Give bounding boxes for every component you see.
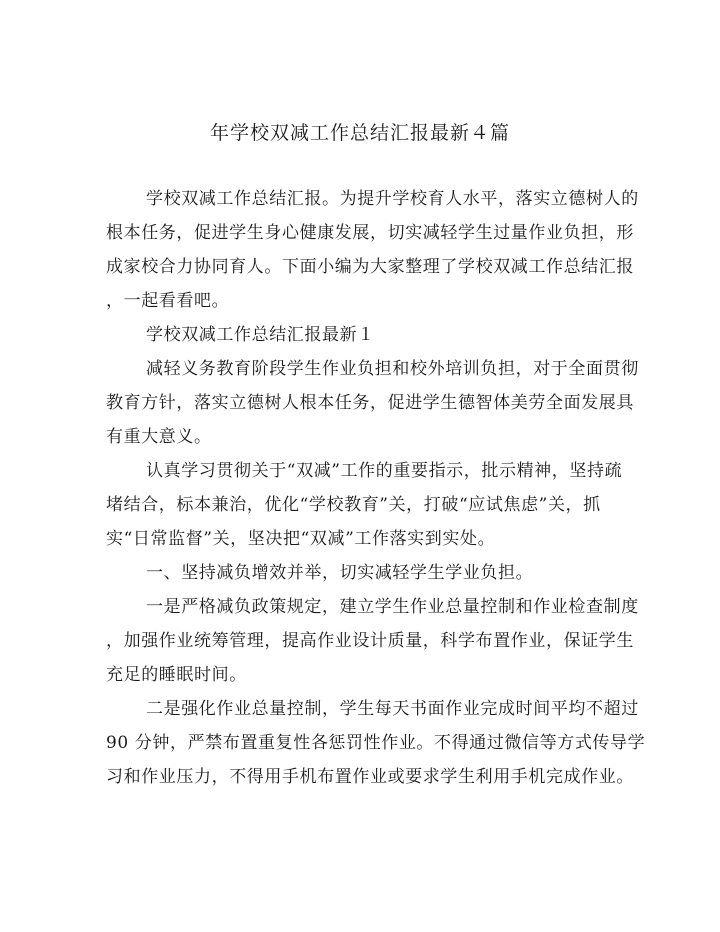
paragraph-line: 习和作业压力，不得用手机布置作业或要求学生利用手机完成作业。 — [106, 767, 634, 787]
paragraph-line: 减轻义务教育阶段学生作业负担和校外培训负担，对于全面贯彻 — [146, 359, 639, 379]
paragraph-line: 教育方针，落实立德树人根本任务，促进学生德智体美劳全面发展具 — [106, 393, 634, 413]
paragraph-line: 有重大意义。 — [106, 427, 212, 447]
document-title: 年学校双减工作总结汇报最新４篇 — [209, 122, 510, 144]
paragraph-line: 堵结合，标本兼治，优化“学校教育”关，打破“应试焦虑”关，抓 — [106, 495, 601, 515]
paragraph-line: 90 分钟，严禁布置重复性各惩罚性作业。不得通过微信等方式传导学 — [106, 733, 646, 753]
paragraph-line: 认真学习贯彻关于“双减”工作的重要指示，批示精神，坚持疏 — [146, 461, 623, 481]
document-body — [106, 186, 646, 798]
paragraph-line: 成家校合力协同育人。下面小编为大家整理了学校双减工作总结汇报 — [106, 257, 634, 277]
paragraph-line: 充足的睡眠时间。 — [106, 665, 247, 685]
paragraph-line: 二是强化作业总量控制，学生每天书面作业完成时间平均不超过 — [146, 699, 639, 719]
subsection-heading: 一、坚持减负增效并举，切实减轻学生学业负担。 — [146, 563, 534, 583]
paragraph-line: ，一起看看吧。 — [106, 291, 230, 311]
paragraph-line: 一是严格减负政策规定，建立学生作业总量控制和作业检查制度 — [146, 597, 639, 617]
paragraph-line: ，加强作业统筹管理，提高作业设计质量，科学布置作业，保证学生 — [106, 631, 634, 651]
paragraph-line: 实“日常监督”关，坚决把“双减”工作落实到实处。 — [106, 529, 496, 549]
paragraph-line: 学校双减工作总结汇报。为提升学校育人水平，落实立德树人的 — [146, 189, 639, 209]
section-heading: 学校双减工作总结汇报最新１ — [146, 325, 375, 345]
paragraph-line: 根本任务，促进学生身心健康发展，切实减轻学生过量作业负担，形 — [106, 223, 634, 243]
